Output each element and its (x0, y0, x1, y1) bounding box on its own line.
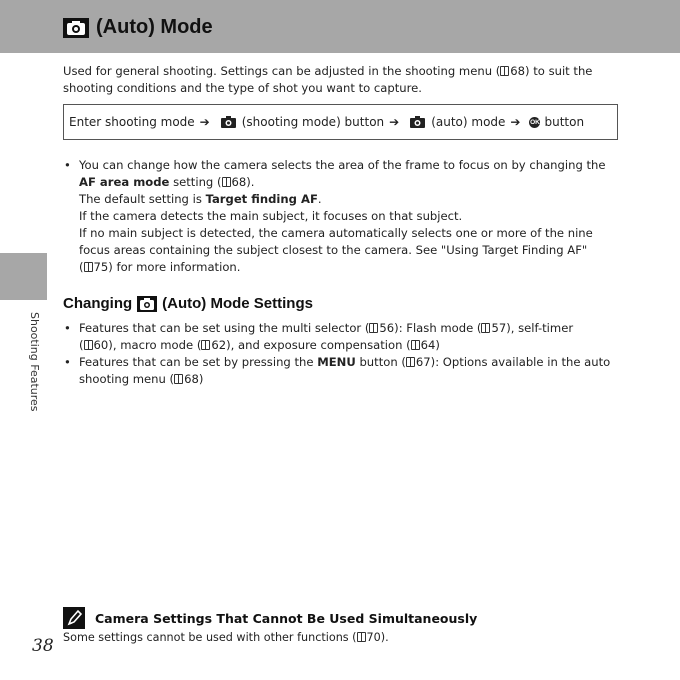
camera-icon (221, 116, 236, 128)
bullet-text: ): Flash mode ( (394, 321, 482, 335)
bullet-text: ) (198, 372, 204, 386)
page-ref: 57 (491, 321, 507, 335)
bullet-text: ) (435, 338, 440, 352)
section-heading-post: (Auto) Mode Settings (162, 295, 313, 312)
note-text-end: ). (380, 631, 389, 644)
flow-step-enter: Enter shooting mode (69, 115, 195, 129)
bullet-line: If no main subject is detected, the camera automatically selects one or more of the nine (79, 226, 593, 240)
intro-text: Used for general shooting. Settings can be adjusted in the shooting menu ( (63, 64, 501, 78)
book-ref-icon (357, 632, 366, 642)
page-ref: 56 (379, 321, 395, 335)
book-ref-icon (222, 177, 231, 187)
book-ref-icon (174, 374, 183, 384)
bullet-line (79, 320, 623, 337)
note-title: Camera Settings That Cannot Be Used Simultaneously (95, 611, 478, 626)
page-ref: 67 (415, 355, 431, 369)
bullet-text: ), and exposure compensation ( (226, 338, 411, 352)
bullet-item-af (63, 157, 623, 276)
section-heading-pre: Changing (63, 295, 133, 312)
book-ref-icon (481, 323, 490, 333)
bullet-text: button ( (355, 355, 406, 369)
page-title-text: (Auto) Mode (96, 16, 213, 38)
arrow-right-icon: ➔ (199, 115, 210, 129)
bullet-text: setting ( (169, 175, 222, 189)
bullet-text: ), self-timer (506, 321, 574, 335)
bullet-item-multi-selector (63, 320, 623, 354)
book-ref-icon (411, 340, 420, 350)
bullet-line (79, 259, 623, 276)
bullet-text: shooting menu ( (79, 372, 175, 386)
page-title (63, 16, 213, 39)
bullet-text: ) for more information. (108, 260, 241, 274)
bullet-list-settings (63, 320, 623, 388)
bullet-text: ( (79, 338, 84, 352)
flow-step-ok: button (544, 115, 585, 129)
note-text-body: Some settings cannot be used with other functions ( (63, 631, 357, 644)
flow-step-auto: (auto) mode (431, 115, 506, 129)
bullet-text: ( (79, 260, 84, 274)
camera-icon (137, 296, 157, 312)
procedure-box (63, 104, 618, 140)
flow-step-button: (shooting mode) button (241, 115, 385, 129)
camera-icon (63, 18, 89, 38)
bullet-text: ): Options available in the auto (430, 355, 611, 369)
book-ref-icon (500, 66, 509, 76)
page-ref: 75 (93, 260, 109, 274)
pencil-note-icon (63, 607, 85, 629)
bullet-line (79, 191, 623, 208)
page-number: 38 (32, 636, 54, 656)
section-tab-marker (0, 253, 47, 300)
note-text (63, 631, 389, 644)
page-ref: 68 (184, 372, 199, 386)
ok-button-icon: OK (530, 118, 540, 126)
page-ref: 60 (93, 338, 109, 352)
arrow-right-icon: ➔ (510, 115, 521, 129)
bullet-line (79, 337, 623, 354)
bullet-item-menu (63, 354, 623, 388)
bullet-text: The default setting is (79, 192, 206, 206)
af-area-mode-term: AF area mode (79, 175, 170, 189)
page-ref: 62 (211, 338, 227, 352)
bullet-text: . (317, 192, 322, 206)
page-ref: 68 (510, 64, 526, 78)
target-finding-term: Target finding AF (205, 192, 318, 206)
book-ref-icon (406, 357, 415, 367)
bullet-line: If the camera detects the main subject, it focuses on that subject. (79, 209, 463, 223)
bullet-text: Features that can be set using the multi selector ( (79, 321, 370, 335)
book-ref-icon (84, 340, 93, 350)
arrow-right-icon: ➔ (389, 115, 400, 129)
bullet-line (79, 354, 623, 371)
page-ref: 64 (420, 338, 436, 352)
bullet-text: Features that can be set by pressing the (79, 355, 318, 369)
book-ref-icon (201, 340, 210, 350)
menu-button-label: MENU (317, 355, 356, 369)
bullet-line (79, 174, 623, 191)
bullet-text: ), macro mode ( (108, 338, 202, 352)
camera-icon (410, 116, 425, 128)
intro-paragraph (63, 63, 633, 97)
page-ref: 68 (231, 175, 247, 189)
intro-text-end: ) to suit the shooting conditions and the type of shot you want to capture. (63, 64, 593, 95)
page-ref: 70 (366, 631, 381, 644)
side-section-label: Shooting Features (28, 312, 41, 412)
bullet-list-focus (63, 157, 623, 276)
book-ref-icon (369, 323, 378, 333)
book-ref-icon (84, 262, 93, 272)
section-heading (63, 295, 313, 312)
bullet-line: focus areas containing the subject closest to the camera. See "Using Target Finding AF" (79, 243, 588, 257)
bullet-line: • You can change how the camera selects the area of the frame to focus on by changing the (79, 158, 606, 172)
bullet-line (79, 371, 623, 388)
bullet-text: ). (246, 175, 255, 189)
